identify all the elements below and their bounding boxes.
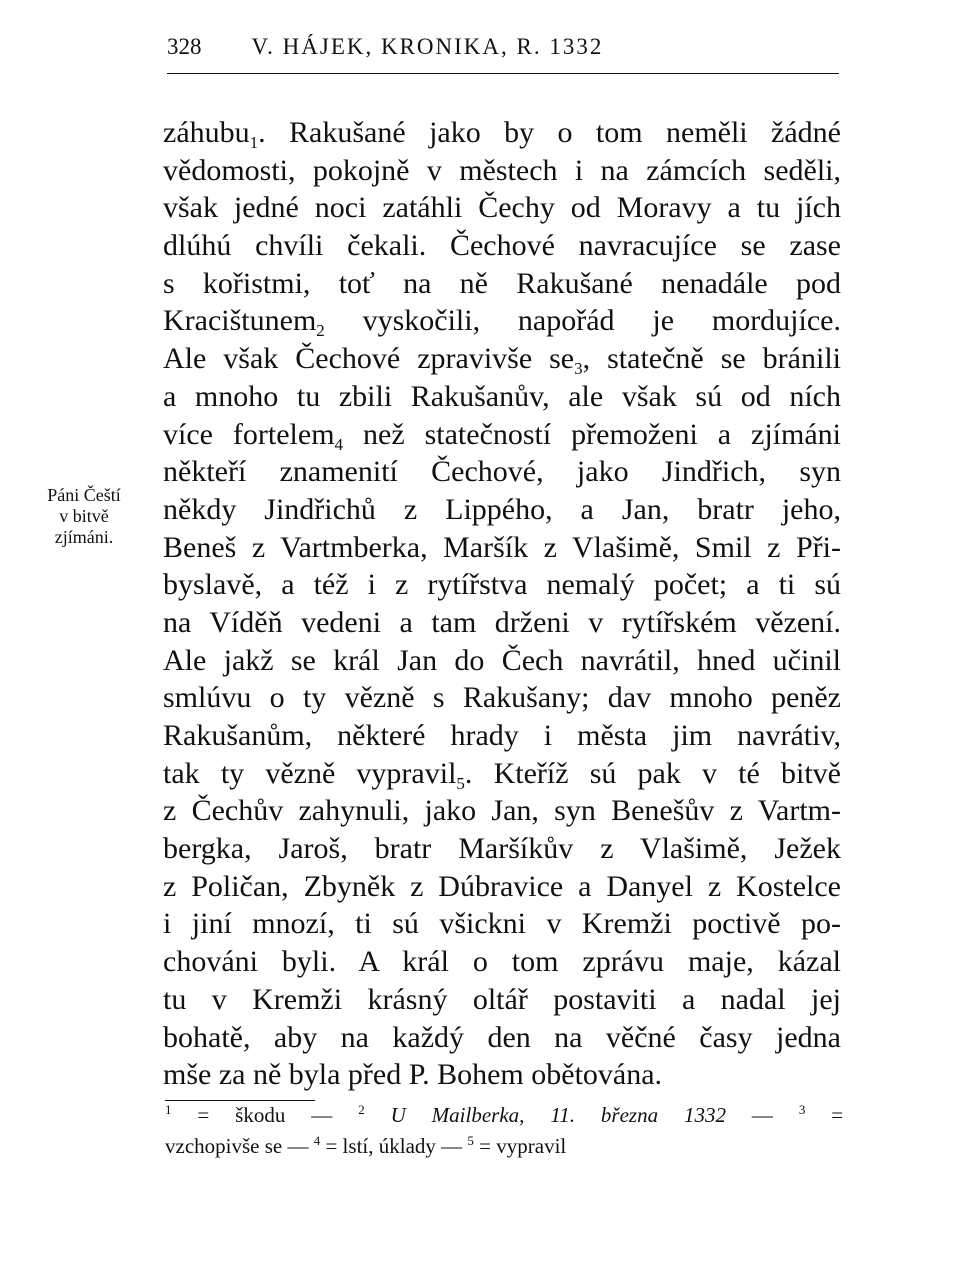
footnote-ref: 2 xyxy=(316,321,325,341)
footnote-ref: 1 xyxy=(249,133,259,152)
text-segment: vyskočili, napořád je mordujíce. xyxy=(324,304,841,338)
footnote-mark: 3 xyxy=(798,1102,806,1117)
footnote-ref: 3 xyxy=(574,359,583,379)
text-line xyxy=(163,1019,841,1057)
text-segment: z Poličan, Zbyněk z Dúbravice a Danyel z Kostelce xyxy=(163,869,841,903)
text-segment: chováni byli. A král o tom zprávu maje, kázal xyxy=(163,945,841,979)
text-line xyxy=(163,905,841,943)
text-segment: tu v Kremži krásný oltář postaviti a nadal jej xyxy=(163,982,841,1016)
footnote-ref: 4 xyxy=(334,434,344,454)
footnote-dash: — xyxy=(751,1103,773,1127)
text-line xyxy=(163,189,841,227)
header-rule xyxy=(167,73,839,74)
text-line xyxy=(163,265,841,303)
text-line xyxy=(163,529,841,567)
footnote-ref: 5 xyxy=(456,773,465,793)
text-segment: tak ty vězně vypravil xyxy=(163,756,457,790)
footnote-text: = xyxy=(831,1103,844,1127)
footnote-mark: 1 xyxy=(165,1102,172,1117)
text-segment: byslavě, a též i z rytířstva nemalý počet; a ti sú xyxy=(163,568,841,602)
running-header xyxy=(167,34,839,60)
text-line xyxy=(163,453,841,491)
text-segment: Beneš z Vartmberka, Maršík z Vlašimě, Smil z Při- xyxy=(163,530,841,564)
text-line xyxy=(163,679,841,717)
text-line xyxy=(163,981,841,1019)
text-line xyxy=(163,491,841,529)
text-segment: dlúhú chvíli čekali. Čechové navracujíce se zase xyxy=(163,229,841,263)
text-line xyxy=(163,642,841,680)
footnote-mark: 4 xyxy=(313,1133,321,1148)
text-line xyxy=(163,114,841,152)
text-segment: bohatě, aby na každý den na věčné časy jedna xyxy=(163,1020,841,1054)
text-segment: Ale jakž se král Jan do Čech navrátil, hned učinil xyxy=(163,643,841,677)
text-segment: . Kteříž sú pak v té bitvě xyxy=(464,756,841,790)
footnote-mark: 2 xyxy=(358,1102,365,1117)
text-line xyxy=(163,340,841,378)
text-segment: mše za ně byla před P. Bohem obětována. xyxy=(163,1058,663,1092)
text-segment: Rakušanům, některé hrady i města jim navrátiv, xyxy=(163,719,841,752)
text-line xyxy=(163,943,841,981)
text-line xyxy=(163,302,841,340)
margin-note xyxy=(14,485,154,548)
text-line xyxy=(163,227,841,265)
footnote-rule xyxy=(165,1100,315,1101)
text-line xyxy=(163,416,841,454)
footnote-text: = škodu — xyxy=(197,1103,333,1127)
text-segment: více fortelem xyxy=(163,417,335,451)
page-number: 328 xyxy=(167,34,202,59)
text-line xyxy=(163,792,841,830)
text-segment: na Víděň vedeni a tam drženi v rytířském vězení. xyxy=(163,605,841,639)
text-line xyxy=(163,604,841,642)
margin-note-line: zjímáni. xyxy=(54,527,114,547)
text-line xyxy=(163,717,841,755)
footnote-text: vzchopivše se — xyxy=(165,1134,309,1158)
footnote-text: U Mailberka, 11. března 1332 xyxy=(390,1103,726,1127)
footnote-text: = vypravil xyxy=(479,1134,567,1158)
footnote-text: = lstí, úklady — xyxy=(325,1134,463,1158)
running-title: V. HÁJEK, KRONIKA, R. 1332 xyxy=(251,34,604,59)
body-text xyxy=(163,114,841,1094)
margin-note-line: Páni Čeští xyxy=(47,485,121,505)
text-line xyxy=(163,755,841,793)
text-segment: smlúvu o ty vězně s Rakušany; dav mnoho peněz xyxy=(163,681,841,715)
text-segment: a mnoho tu zbili Rakušanův, ale však sú od ních xyxy=(163,379,841,413)
text-segment: bergka, Jaroš, bratr Maršíkův z Vlašimě, Ježek xyxy=(163,832,841,866)
text-line xyxy=(163,830,841,868)
footnote-line xyxy=(165,1134,843,1159)
text-segment: někdy Jindřichů z Lippého, a Jan, bratr jeho, xyxy=(163,492,841,526)
text-segment: , statečně se bránili xyxy=(582,342,841,376)
text-segment: vědomosti, pokojně v městech i na zámcích seděli, xyxy=(163,153,841,187)
text-segment: někteří znamenití Čechové, jako Jindřich, syn xyxy=(163,455,841,489)
text-segment: Ale však Čechové zpravivše se xyxy=(163,342,575,376)
text-segment: však jedné noci zatáhli Čechy od Moravy a tu jích xyxy=(163,191,841,225)
text-segment: z Čechův zahynuli, jako Jan, syn Benešův z Vartm- xyxy=(163,794,841,828)
text-line xyxy=(163,868,841,906)
margin-note-line: v bitvě xyxy=(59,506,109,526)
text-line xyxy=(163,566,841,604)
text-segment: i jiní mnozí, ti sú všickni v Kremži poctivě po- xyxy=(163,907,841,941)
footnote-mark: 5 xyxy=(467,1133,474,1148)
footnote-line xyxy=(165,1103,843,1128)
text-segment: Kracištunem xyxy=(163,304,317,338)
text-line xyxy=(163,1056,841,1094)
text-line xyxy=(163,152,841,190)
text-segment: . Rakušané jako by o tom neměli žádné xyxy=(258,116,841,149)
text-segment: záhubu xyxy=(163,116,250,149)
text-segment: než statečností přemoženi a zjímáni xyxy=(343,417,841,451)
text-line xyxy=(163,378,841,416)
text-segment: s kořistmi, toť na ně Rakušané nenadále pod xyxy=(163,266,841,300)
